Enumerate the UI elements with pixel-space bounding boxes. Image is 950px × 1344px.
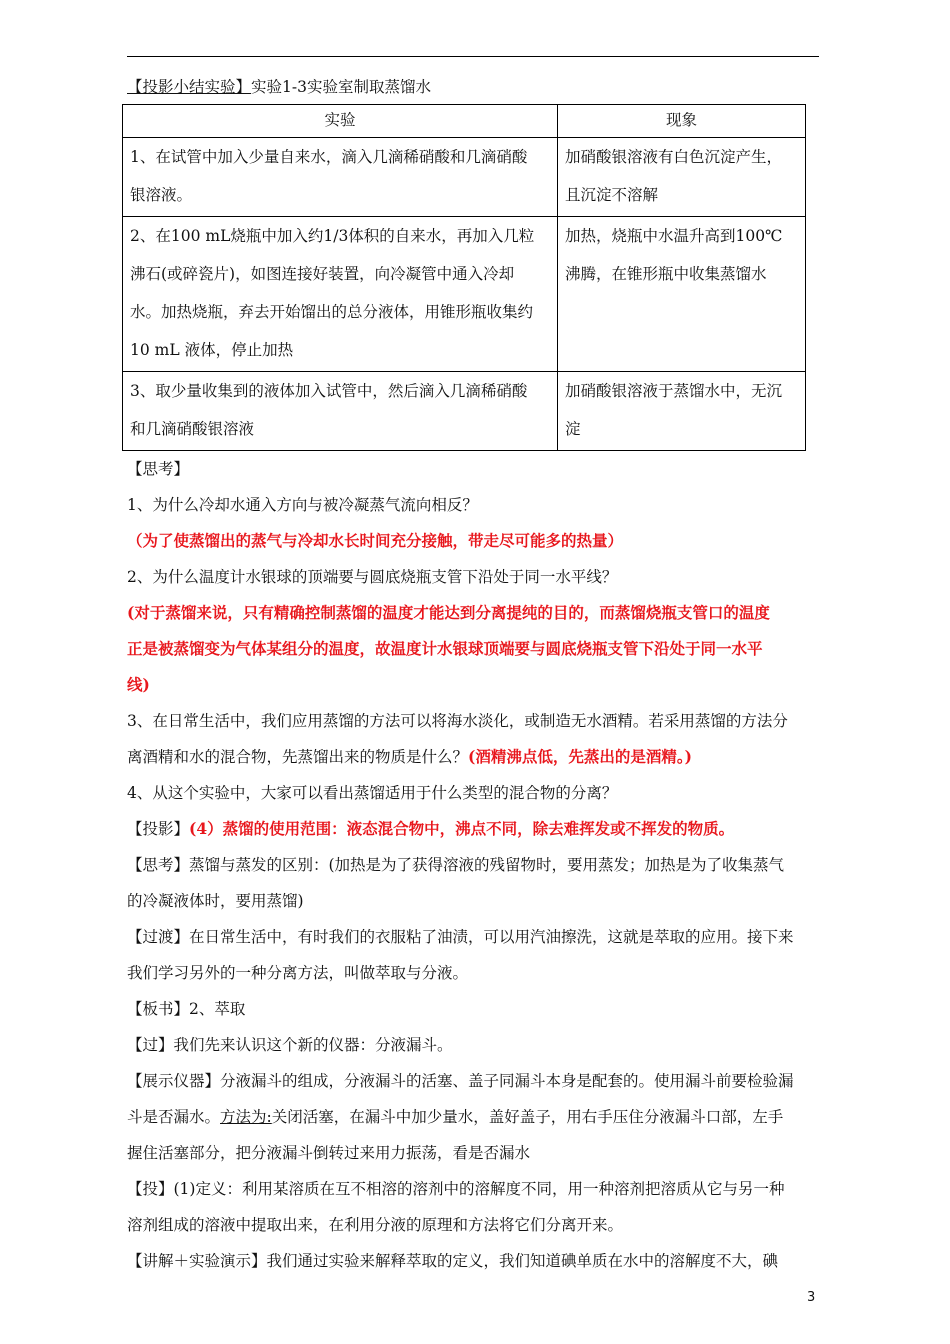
cell-line: 1、在试管中加入少量自来水，滴入几滴稀硝酸和几滴硝酸: [130, 148, 528, 166]
section-heading: [127, 70, 821, 104]
cell-line: 水。加热烧瓶，弃去开始馏出的总分液体，用锥形瓶收集约: [130, 303, 534, 321]
answer-2-line: (对于蒸馏来说，只有精确控制蒸馏的温度才能达到分离提纯的目的，而蒸馏烧瓶支管口的温度: [127, 603, 770, 622]
cell-line: 银溶液。: [130, 186, 193, 204]
show-instrument-line: 【展示仪器】分液漏斗的组成，分液漏斗的活塞、盖子同漏斗本身是配套的。使用漏斗前要检验漏: [127, 1072, 794, 1090]
cell-line: 加热，烧瓶中水温升高到100℃: [565, 227, 783, 245]
cell-line: 淀: [565, 420, 581, 438]
cell-line: 沸腾，在锥形瓶中收集蒸馏水: [565, 265, 767, 283]
table-row: [123, 217, 806, 372]
show-instrument-line: [127, 1099, 821, 1135]
column-header-experiment: 实验: [123, 105, 558, 138]
method-label: 方法为:: [220, 1108, 272, 1126]
projection-tag: 【投影】: [127, 820, 190, 838]
question-3-line: [127, 739, 821, 775]
cell-line: 沸石(或碎瓷片)，如图连接好装置，向冷凝管中通入冷却: [130, 265, 515, 283]
answer-3: (酒精沸点低，先蒸出的是酒精。): [468, 747, 692, 766]
question-1: 1、为什么冷却水通入方向与被冷凝蒸气流向相反？: [127, 496, 478, 514]
header-rule: [127, 56, 819, 57]
projection-line: [127, 811, 821, 847]
definition-line: 溶剂组成的溶液中提取出来，在利用分液的原理和方法将它们分离开来。: [127, 1216, 624, 1234]
table-header-row: [123, 105, 806, 138]
document-body: [127, 70, 821, 1279]
experiment-cell: [123, 372, 558, 451]
table-row: [123, 372, 806, 451]
column-header-phenomenon: 现象: [558, 105, 806, 138]
question-3-text: 离酒精和水的混合物，先蒸馏出来的物质是什么？: [127, 748, 469, 766]
board-heading: 【板书】2、萃取: [127, 1000, 246, 1018]
transition-line: 我们学习另外的一种分离方法，叫做萃取与分液。: [127, 964, 469, 982]
cell-line: 且沉淀不溶解: [565, 186, 659, 204]
answer-2-line: 正是被蒸馏变为气体某组分的温度，故温度计水银球顶端要与圆底烧瓶支管下沿处于同一水平: [127, 639, 763, 658]
text-span: 关闭活塞，在漏斗中加少量水，盖好盖子，用右手压住分液漏斗口部，左手: [271, 1108, 784, 1126]
table-row: [123, 138, 806, 217]
definition-line: 【投】(1)定义：利用某溶质在互不相溶的溶剂中的溶解度不同，用一种溶剂把溶质从它与另一种: [127, 1180, 785, 1198]
transition-short: 【过】我们先来认识这个新的仪器：分液漏斗。: [127, 1036, 453, 1054]
phenomenon-cell: [558, 217, 806, 372]
phenomenon-cell: [558, 138, 806, 217]
explanation-line: 【讲解＋实验演示】我们通过实验来解释萃取的定义，我们知道碘单质在水中的溶解度不大，碘: [127, 1252, 779, 1270]
question-3-line: 3、在日常生活中，我们应用蒸馏的方法可以将海水淡化，或制造无水酒精。若采用蒸馏的方法分: [127, 712, 788, 730]
question-2: 2、为什么温度计水银球的顶端要与圆底烧瓶支管下沿处于同一水平线？: [127, 568, 618, 586]
think-2-line: 【思考】蒸馏与蒸发的区别：(加热是为了获得溶液的残留物时，要用蒸发；加热是为了收集蒸气: [127, 856, 785, 874]
answer-1: （为了使蒸馏出的蒸气与冷却水长时间充分接触，带走尽可能多的热量）: [127, 531, 624, 550]
question-4: 4、从这个实验中，大家可以看出蒸馏适用于什么类型的混合物的分离？: [127, 784, 618, 802]
text-span: 斗是否漏水。: [127, 1108, 221, 1126]
cell-line: 加硝酸银溶液有白色沉淀产生，: [565, 148, 783, 166]
projection-tag: 【投影小结实验】: [127, 78, 252, 96]
cell-line: 和几滴硝酸银溶液: [130, 420, 255, 438]
phenomenon-cell: [558, 372, 806, 451]
experiment-cell: [123, 138, 558, 217]
experiment-title: 实验1-3实验室制取蒸馏水: [251, 78, 431, 96]
show-instrument-line: 握住活塞部分，把分液漏斗倒转过来用力振荡，看是否漏水: [127, 1144, 531, 1162]
transition-line: 【过渡】在日常生活中，有时我们的衣服粘了油渍，可以用汽油擦洗，这就是萃取的应用。接下来: [127, 928, 794, 946]
page-number: 3: [807, 1290, 816, 1305]
answer-2-line: 线): [127, 675, 150, 694]
experiment-table: [122, 104, 806, 451]
think-heading: 【思考】: [127, 460, 190, 478]
cell-line: 3、取少量收集到的液体加入试管中，然后滴入几滴稀硝酸: [130, 382, 528, 400]
cell-line: 加硝酸银溶液于蒸馏水中，无沉: [565, 382, 783, 400]
distillation-scope: (4）蒸馏的使用范围：液态混合物中，沸点不同，除去难挥发或不挥发的物质。: [189, 819, 735, 838]
cell-line: 10 mL 液体，停止加热: [130, 341, 294, 359]
think-2-line: 的冷凝液体时，要用蒸馏): [127, 892, 304, 910]
cell-line: 2、在100 mL烧瓶中加入约1/3体积的自来水，再加入几粒: [130, 227, 535, 245]
experiment-cell: [123, 217, 558, 372]
